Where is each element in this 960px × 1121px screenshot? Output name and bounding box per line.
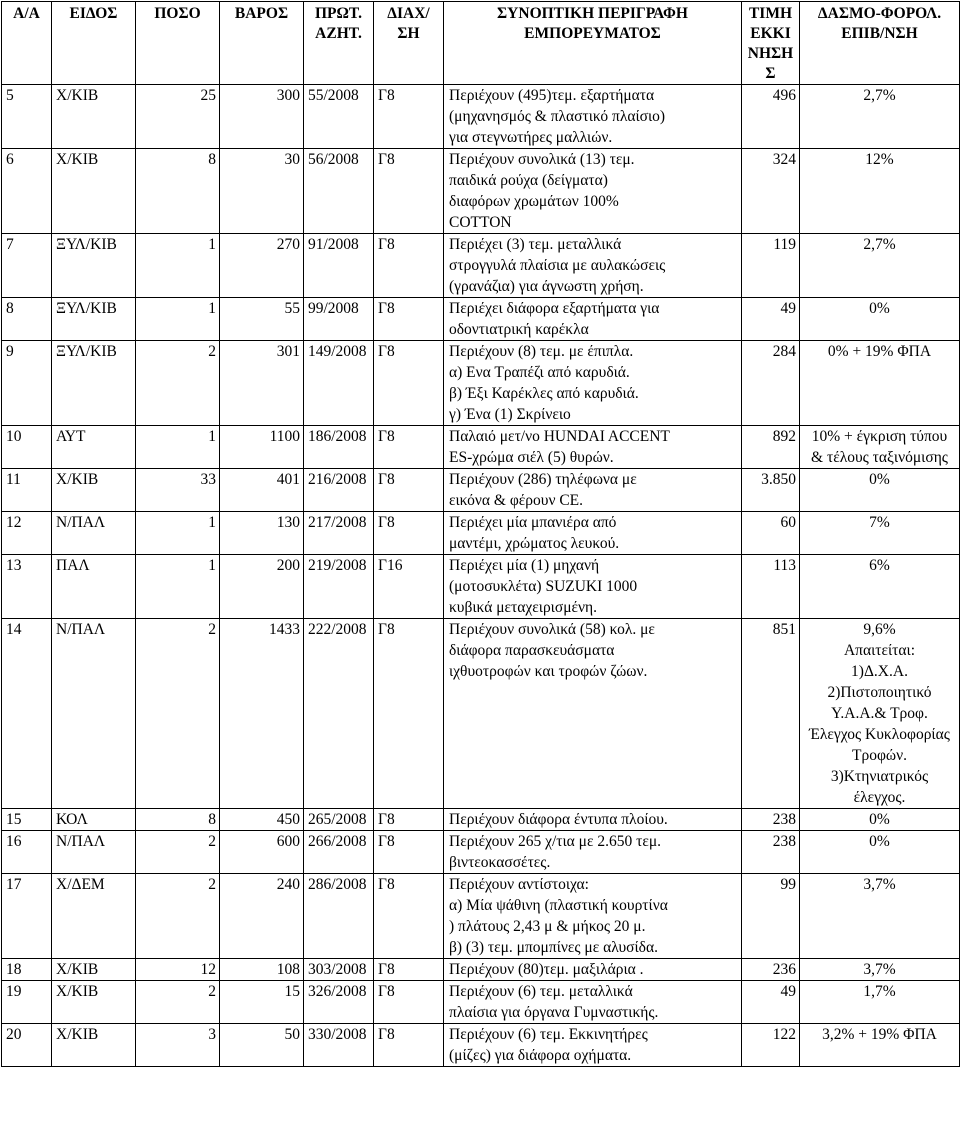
row-type: Χ/ΔΕΜ: [52, 874, 136, 959]
row-weight: 401: [220, 469, 304, 512]
row-duty: 10% + έγκριση τύπου & τέλους ταξινόμισης: [800, 426, 960, 469]
row-description: Περιέχει μία μπανιέρα από μαντέμι, χρώματος λευκού.: [444, 512, 742, 555]
table-row: [2, 809, 960, 831]
row-duty: 12%: [800, 149, 960, 234]
table-row: [2, 149, 960, 234]
row-protocol: 56/2008: [304, 149, 374, 234]
row-quantity: 2: [136, 341, 220, 426]
row-diax: Γ8: [374, 469, 444, 512]
table-row: [2, 234, 960, 298]
row-number: 13: [2, 555, 52, 619]
row-quantity: 33: [136, 469, 220, 512]
row-type: ΞΥΛ/ΚΙΒ: [52, 234, 136, 298]
row-duty: 0%: [800, 831, 960, 874]
row-diax: Γ8: [374, 959, 444, 981]
row-weight: 130: [220, 512, 304, 555]
header-protocol: ΠΡΩΤ. ΑΖΗΤ.: [304, 2, 374, 85]
row-diax: Γ8: [374, 234, 444, 298]
row-duty: 2,7%: [800, 234, 960, 298]
header-description: ΣΥΝΟΠΤΙΚΗ ΠΕΡΙΓΡΑΦΗ ΕΜΠΟΡΕΥΜΑΤΟΣ: [444, 2, 742, 85]
row-price: 119: [742, 234, 800, 298]
row-protocol: 99/2008: [304, 298, 374, 341]
row-price: 60: [742, 512, 800, 555]
row-price: 324: [742, 149, 800, 234]
row-weight: 270: [220, 234, 304, 298]
row-number: 16: [2, 831, 52, 874]
row-type: ΞΥΛ/ΚΙΒ: [52, 341, 136, 426]
row-diax: Γ8: [374, 619, 444, 809]
row-weight: 55: [220, 298, 304, 341]
row-protocol: 55/2008: [304, 85, 374, 149]
row-price: 113: [742, 555, 800, 619]
row-duty: 9,6% Απαιτείται: 1)Δ.Χ.Α. 2)Πιστοποιητικό Υ.Α.Α.& Τροφ. Έλεγχος Κυκλοφορίας Τροφών. 3)Κτηνιατρικός έλεγχος.: [800, 619, 960, 809]
row-quantity: 1: [136, 512, 220, 555]
row-weight: 108: [220, 959, 304, 981]
row-diax: Γ8: [374, 809, 444, 831]
row-weight: 15: [220, 981, 304, 1024]
row-description: Περιέχουν αντίστοιχα: α) Μία ψάθινη (πλαστική κουρτίνα ) πλάτους 2,43 μ & μήκος 20 μ. β) (3) τεμ. μπομπίνες με αλυσίδα.: [444, 874, 742, 959]
row-protocol: 330/2008: [304, 1024, 374, 1067]
row-protocol: 265/2008: [304, 809, 374, 831]
row-type: Χ/ΚΙΒ: [52, 469, 136, 512]
row-number: 6: [2, 149, 52, 234]
row-type: Ν/ΠΑΛ: [52, 831, 136, 874]
row-type: Χ/ΚΙΒ: [52, 85, 136, 149]
header-row: [2, 2, 960, 85]
row-description: Περιέχουν διάφορα έντυπα πλοίου.: [444, 809, 742, 831]
row-type: Ν/ΠΑΛ: [52, 619, 136, 809]
row-type: Χ/ΚΙΒ: [52, 959, 136, 981]
row-number: 7: [2, 234, 52, 298]
row-duty: 2,7%: [800, 85, 960, 149]
header-type: ΕΙΔΟΣ: [52, 2, 136, 85]
row-weight: 300: [220, 85, 304, 149]
table-row: [2, 426, 960, 469]
row-weight: 50: [220, 1024, 304, 1067]
table-row: [2, 1024, 960, 1067]
row-diax: Γ8: [374, 298, 444, 341]
row-description: Περιέχουν (495)τεμ. εξαρτήματα (μηχανησμός & πλαστικό πλαίσιο) για στεγνωτήρες μαλλιών.: [444, 85, 742, 149]
row-weight: 450: [220, 809, 304, 831]
row-number: 11: [2, 469, 52, 512]
row-description: Περιέχουν 265 χ/τια με 2.650 τεμ. βιντεοκασσέτες.: [444, 831, 742, 874]
goods-table: [1, 1, 960, 1067]
row-price: 236: [742, 959, 800, 981]
row-type: Ν/ΠΑΛ: [52, 512, 136, 555]
row-number: 12: [2, 512, 52, 555]
row-protocol: 303/2008: [304, 959, 374, 981]
row-description: Περιέχει μία (1) μηχανή (μοτοσυκλέτα) SUZUKI 1000 κυβικά μεταχειρισμένη.: [444, 555, 742, 619]
row-quantity: 2: [136, 981, 220, 1024]
row-number: 14: [2, 619, 52, 809]
row-quantity: 8: [136, 149, 220, 234]
row-diax: Γ8: [374, 512, 444, 555]
table-row: [2, 469, 960, 512]
row-quantity: 12: [136, 959, 220, 981]
row-protocol: 217/2008: [304, 512, 374, 555]
row-weight: 200: [220, 555, 304, 619]
row-duty: 0%: [800, 809, 960, 831]
row-diax: Γ8: [374, 341, 444, 426]
header-duty: ΔΑΣΜΟ-ΦΟΡΟΛ. ΕΠΙΒ/ΝΣΗ: [800, 2, 960, 85]
row-diax: Γ8: [374, 874, 444, 959]
table-row: [2, 831, 960, 874]
row-number: 8: [2, 298, 52, 341]
row-quantity: 2: [136, 619, 220, 809]
row-protocol: 219/2008: [304, 555, 374, 619]
table-row: [2, 874, 960, 959]
row-number: 17: [2, 874, 52, 959]
row-protocol: 149/2008: [304, 341, 374, 426]
row-weight: 1100: [220, 426, 304, 469]
row-protocol: 266/2008: [304, 831, 374, 874]
row-weight: 600: [220, 831, 304, 874]
header-qty: ΠΟΣΟ: [136, 2, 220, 85]
row-description: Περιέχουν (286) τηλέφωνα με εικόνα & φέρουν CE.: [444, 469, 742, 512]
row-type: ΞΥΛ/ΚΙΒ: [52, 298, 136, 341]
row-type: Χ/ΚΙΒ: [52, 981, 136, 1024]
row-duty: 0%: [800, 298, 960, 341]
row-description: Περιέχουν συνολικά (58) κολ. με διάφορα παρασκευάσματα ιχθυοτροφών και τροφών ζώων.: [444, 619, 742, 809]
table-row: [2, 512, 960, 555]
row-duty: 7%: [800, 512, 960, 555]
row-duty: 1,7%: [800, 981, 960, 1024]
row-number: 9: [2, 341, 52, 426]
row-diax: Γ8: [374, 1024, 444, 1067]
row-price: 892: [742, 426, 800, 469]
row-duty: 6%: [800, 555, 960, 619]
row-description: Περιέχουν (6) τεμ. Εκκινητήρες (μίζες) για διάφορα οχήματα.: [444, 1024, 742, 1067]
row-protocol: 286/2008: [304, 874, 374, 959]
row-price: 238: [742, 809, 800, 831]
row-protocol: 91/2008: [304, 234, 374, 298]
row-number: 5: [2, 85, 52, 149]
row-description: Περιέχει (3) τεμ. μεταλλικά στρογγυλά πλαίσια με αυλακώσεις (γρανάζια) για άγνωστη χρήση.: [444, 234, 742, 298]
row-type: ΠΑΛ: [52, 555, 136, 619]
row-diax: Γ8: [374, 149, 444, 234]
row-description: Περιέχουν (80)τεμ. μαξιλάρια .: [444, 959, 742, 981]
row-duty: 0%: [800, 469, 960, 512]
row-price: 284: [742, 341, 800, 426]
row-description: Περιέχει διάφορα εξαρτήματα για οδοντιατρική καρέκλα: [444, 298, 742, 341]
row-duty: 3,7%: [800, 959, 960, 981]
row-protocol: 222/2008: [304, 619, 374, 809]
table-row: [2, 959, 960, 981]
table-row: [2, 555, 960, 619]
row-number: 18: [2, 959, 52, 981]
row-price: 49: [742, 298, 800, 341]
row-type: ΚΟΛ: [52, 809, 136, 831]
row-number: 19: [2, 981, 52, 1024]
header-diax: ΔΙΑΧ/ ΣΗ: [374, 2, 444, 85]
row-quantity: 3: [136, 1024, 220, 1067]
row-diax: Γ8: [374, 831, 444, 874]
row-number: 10: [2, 426, 52, 469]
header-aa: Α/Α: [2, 2, 52, 85]
row-description: Παλαιό μετ/νο HUNDAI ACCENT ES-χρώμα σιέλ (5) θυρών.: [444, 426, 742, 469]
row-price: 49: [742, 981, 800, 1024]
table-row: [2, 981, 960, 1024]
row-weight: 240: [220, 874, 304, 959]
row-quantity: 8: [136, 809, 220, 831]
row-price: 122: [742, 1024, 800, 1067]
row-protocol: 326/2008: [304, 981, 374, 1024]
row-quantity: 1: [136, 555, 220, 619]
row-quantity: 1: [136, 298, 220, 341]
row-duty: 3,2% + 19% ΦΠΑ: [800, 1024, 960, 1067]
table-row: [2, 298, 960, 341]
table-row: [2, 619, 960, 809]
table-row: [2, 85, 960, 149]
row-duty: 3,7%: [800, 874, 960, 959]
row-weight: 30: [220, 149, 304, 234]
row-number: 15: [2, 809, 52, 831]
row-description: Περιέχουν συνολικά (13) τεμ. παιδικά ρούχα (δείγματα) διαφόρων χρωμάτων 100% COTTON: [444, 149, 742, 234]
row-protocol: 186/2008: [304, 426, 374, 469]
row-diax: Γ8: [374, 85, 444, 149]
row-price: 99: [742, 874, 800, 959]
row-weight: 1433: [220, 619, 304, 809]
row-price: 851: [742, 619, 800, 809]
row-price: 238: [742, 831, 800, 874]
row-type: Χ/ΚΙΒ: [52, 1024, 136, 1067]
row-duty: 0% + 19% ΦΠΑ: [800, 341, 960, 426]
row-number: 20: [2, 1024, 52, 1067]
row-quantity: 2: [136, 874, 220, 959]
row-quantity: 1: [136, 426, 220, 469]
header-weight: ΒΑΡΟΣ: [220, 2, 304, 85]
row-quantity: 1: [136, 234, 220, 298]
row-protocol: 216/2008: [304, 469, 374, 512]
table-row: [2, 341, 960, 426]
row-description: Περιέχουν (6) τεμ. μεταλλικά πλαίσια για όργανα Γυμναστικής.: [444, 981, 742, 1024]
row-weight: 301: [220, 341, 304, 426]
row-diax: Γ8: [374, 426, 444, 469]
row-description: Περιέχουν (8) τεμ. με έπιπλα. α) Ενα Τραπέζι από καρυδιά. β) Έξι Καρέκλες από καρυδιά. γ) Ένα (1) Σκρίνειο: [444, 341, 742, 426]
row-price: 3.850: [742, 469, 800, 512]
row-quantity: 2: [136, 831, 220, 874]
row-price: 496: [742, 85, 800, 149]
row-diax: Γ8: [374, 981, 444, 1024]
row-type: ΑΥΤ: [52, 426, 136, 469]
row-diax: Γ16: [374, 555, 444, 619]
header-price: ΤΙΜΗ ΕΚΚΙ ΝΗΣΗ Σ: [742, 2, 800, 85]
row-quantity: 25: [136, 85, 220, 149]
row-type: Χ/ΚΙΒ: [52, 149, 136, 234]
